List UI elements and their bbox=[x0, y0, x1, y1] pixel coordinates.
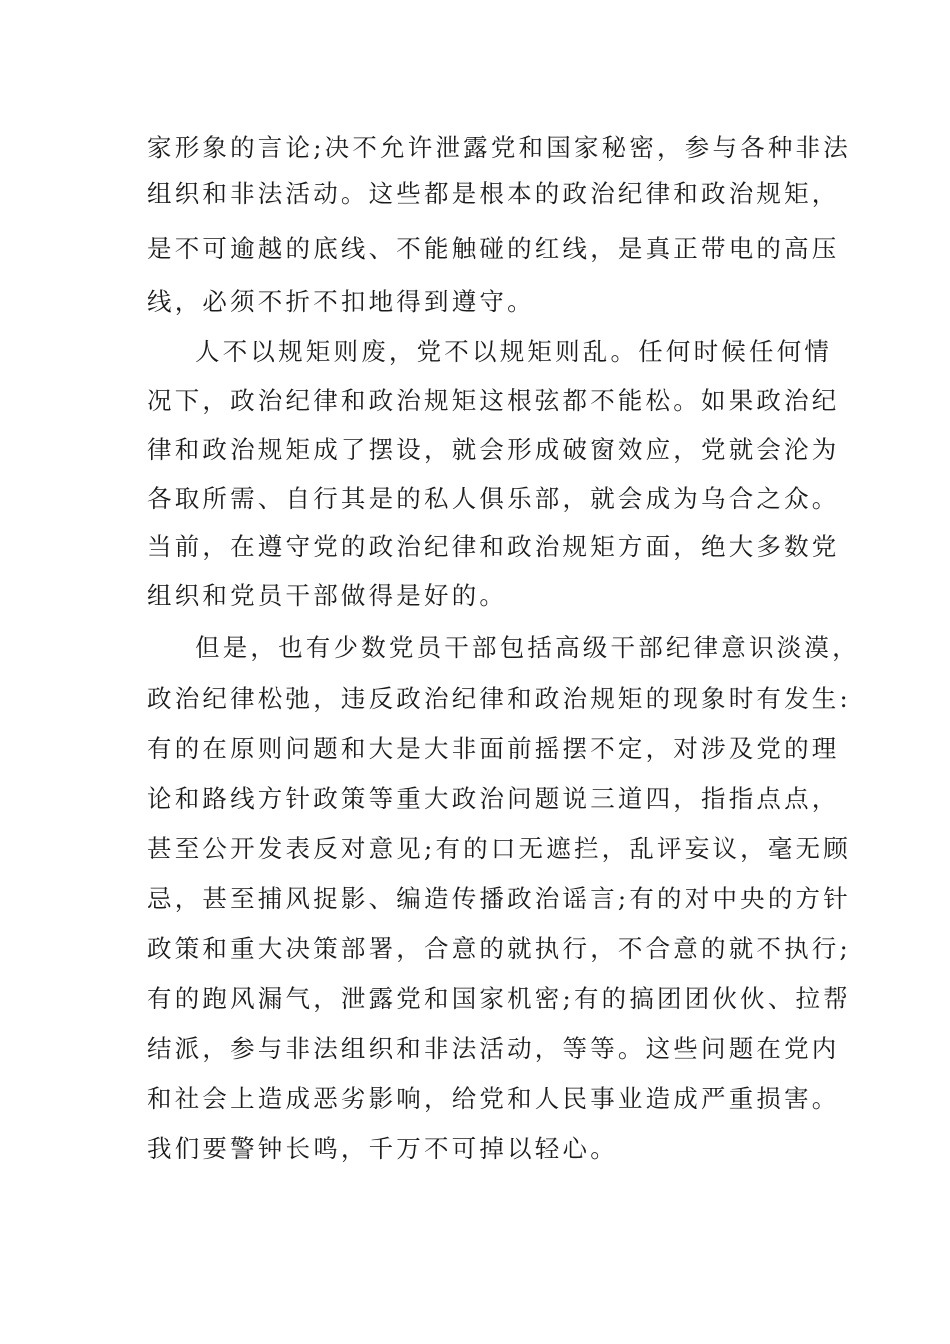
text-line: 忌，甚至捕风捉影、编造传播政治谣言;有的对中央的方针 bbox=[147, 884, 851, 913]
text-line: 政治纪律松弛，违反政治纪律和政治规矩的现象时有发生: bbox=[147, 684, 851, 713]
text-line: 我们要警钟长鸣，千万不可掉以轻心。 bbox=[147, 1134, 618, 1163]
text-line: 政策和重大决策部署，合意的就执行，不合意的就不执行; bbox=[147, 934, 851, 963]
text-line: 有的在原则问题和大是大非面前摇摆不定，对涉及党的理 bbox=[147, 734, 840, 763]
text-line: 家形象的言论;决不允许泄露党和国家秘密，参与各种非法 bbox=[147, 133, 851, 162]
text-line: 律和政治规矩成了摆设，就会形成破窗效应，党就会沦为 bbox=[147, 435, 840, 464]
text-line: 有的跑风漏气，泄露党和国家机密;有的搞团团伙伙、拉帮 bbox=[147, 984, 851, 1013]
text-line: 当前，在遵守党的政治纪律和政治规矩方面，绝大多数党 bbox=[147, 532, 840, 561]
text-line: 线，必须不折不扣地得到遵守。 bbox=[147, 287, 535, 316]
text-line: 和社会上造成恶劣影响，给党和人民事业造成严重损害。 bbox=[147, 1084, 840, 1113]
paragraph-first-line: 但是，也有少数党员干部包括高级干部纪律意识淡漠， bbox=[195, 633, 860, 662]
text-line: 论和路线方针政策等重大政治问题说三道四，指指点点， bbox=[147, 784, 840, 813]
text-line: 组织和党员干部做得是好的。 bbox=[147, 581, 508, 610]
paragraph-first-line: 人不以规矩则废，党不以规矩则乱。任何时候任何情 bbox=[195, 337, 833, 366]
text-line: 各取所需、自行其是的私人俱乐部，就会成为乌合之众。 bbox=[147, 484, 840, 513]
text-line: 是不可逾越的底线、不能触碰的红线，是真正带电的高压 bbox=[147, 234, 840, 263]
text-line: 况下，政治纪律和政治规矩这根弦都不能松。如果政治纪 bbox=[147, 386, 840, 415]
text-line: 甚至公开发表反对意见;有的口无遮拦，乱评妄议，毫无顾 bbox=[147, 834, 851, 863]
text-line: 组织和非法活动。这些都是根本的政治纪律和政治规矩， bbox=[147, 179, 840, 208]
text-line: 结派，参与非法组织和非法活动，等等。这些问题在党内 bbox=[147, 1034, 840, 1063]
